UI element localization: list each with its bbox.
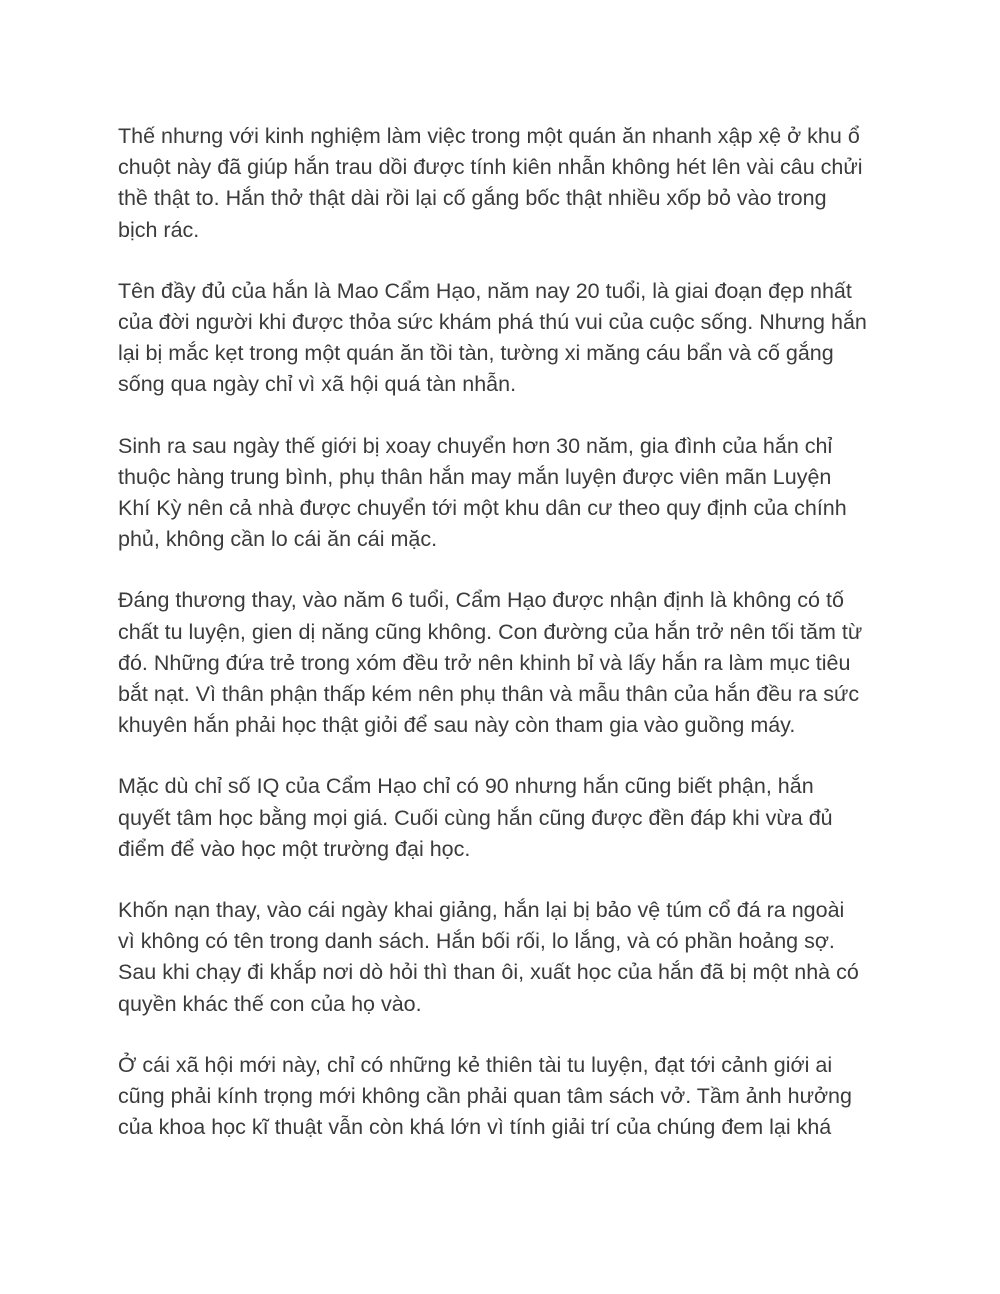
text-line: Tên đầy đủ của hắn là Mao Cẩm Hạo, năm nay 20 tuổi, là giai đoạn đẹp nhất [118, 278, 852, 303]
text-line: sống qua ngày chỉ vì xã hội quá tàn nhẫn. [118, 372, 517, 397]
text-line: cũng phải kính trọng mới không cần phải quan tâm sách vở. Tầm ảnh hưởng [118, 1084, 852, 1109]
paragraph-1 [118, 121, 898, 246]
text-line: thề thật to. Hắn thở thật dài rồi lại cố gắng bốc thật nhiều xốp bỏ vào trong [118, 186, 827, 211]
text-line: Sinh ra sau ngày thế giới bị xoay chuyển hơn 30 năm, gia đình của hắn chỉ [118, 433, 833, 458]
text-line: chất tu luyện, gien dị năng cũng không. Con đường của hắn trở nên tối tăm từ [118, 619, 863, 644]
text-line: khuyên hắn phải học thật giỏi để sau này còn tham gia vào guồng máy. [118, 713, 796, 738]
text-line: bắt nạt. Vì thân phận thấp kém nên phụ thân và mẫu thân của hắn đều ra sức [118, 682, 860, 707]
text-line: Khí Kỳ nên cả nhà được chuyển tới một khu dân cư theo quy định của chính [118, 496, 847, 521]
text-line: lại bị mắc kẹt trong một quán ăn tồi tàn, tường xi măng cáu bẩn và cố gắng [118, 341, 834, 366]
text-line: phủ, không cần lo cái ăn cái mặc. [118, 527, 438, 552]
paragraph-3 [118, 431, 898, 556]
text-line: điểm để vào học một trường đại học. [118, 836, 471, 861]
text-line: của khoa học kĩ thuật vẫn còn khá lớn vì tính giải trí của chúng đem lại khá [118, 1115, 832, 1140]
text-line: bịch rác. [118, 217, 200, 242]
text-line: quyết tâm học bằng mọi giá. Cuối cùng hắn cũng được đền đáp khi vừa đủ [118, 805, 833, 830]
paragraph-2 [118, 276, 898, 401]
text-line: chuột này đã giúp hắn trau dồi được tính kiên nhẫn không hét lên vài câu chửi [118, 155, 863, 180]
text-line: Thế nhưng với kinh nghiệm làm việc trong một quán ăn nhanh xập xệ ở khu ổ [118, 124, 860, 148]
text-line: thuộc hàng trung bình, phụ thân hắn may mắn luyện được viên mãn Luyện [118, 464, 832, 489]
paragraph-6 [118, 895, 898, 1020]
text-line: quyền khác thế con của họ vào. [118, 991, 422, 1016]
text-line: Mặc dù chỉ số IQ của Cẩm Hạo chỉ có 90 nhưng hắn cũng biết phận, hắn [118, 774, 814, 799]
paragraph-7 [118, 1050, 898, 1144]
text-line: của đời người khi được thỏa sức khám phá thú vui của cuộc sống. Nhưng hắn [118, 310, 867, 335]
document-body [118, 121, 898, 1173]
text-line: Đáng thương thay, vào năm 6 tuổi, Cẩm Hạo được nhận định là không có tố [118, 588, 844, 613]
text-line: vì không có tên trong danh sách. Hắn bối rối, lo lắng, và có phần hoảng sợ. [118, 929, 835, 954]
text-line: Sau khi chạy đi khắp nơi dò hỏi thì than ôi, xuất học của hắn đã bị một nhà có [118, 960, 859, 985]
paragraph-4 [118, 585, 898, 741]
text-line: Khốn nạn thay, vào cái ngày khai giảng, hắn lại bị bảo vệ túm cổ đá ra ngoài [118, 898, 845, 923]
text-line: Ở cái xã hội mới này, chỉ có những kẻ thiên tài tu luyện, đạt tới cảnh giới ai [118, 1052, 833, 1077]
text-line: đó. Những đứa trẻ trong xóm đều trở nên khinh bỉ và lấy hắn ra làm mục tiêu [118, 650, 851, 675]
paragraph-5 [118, 771, 898, 865]
